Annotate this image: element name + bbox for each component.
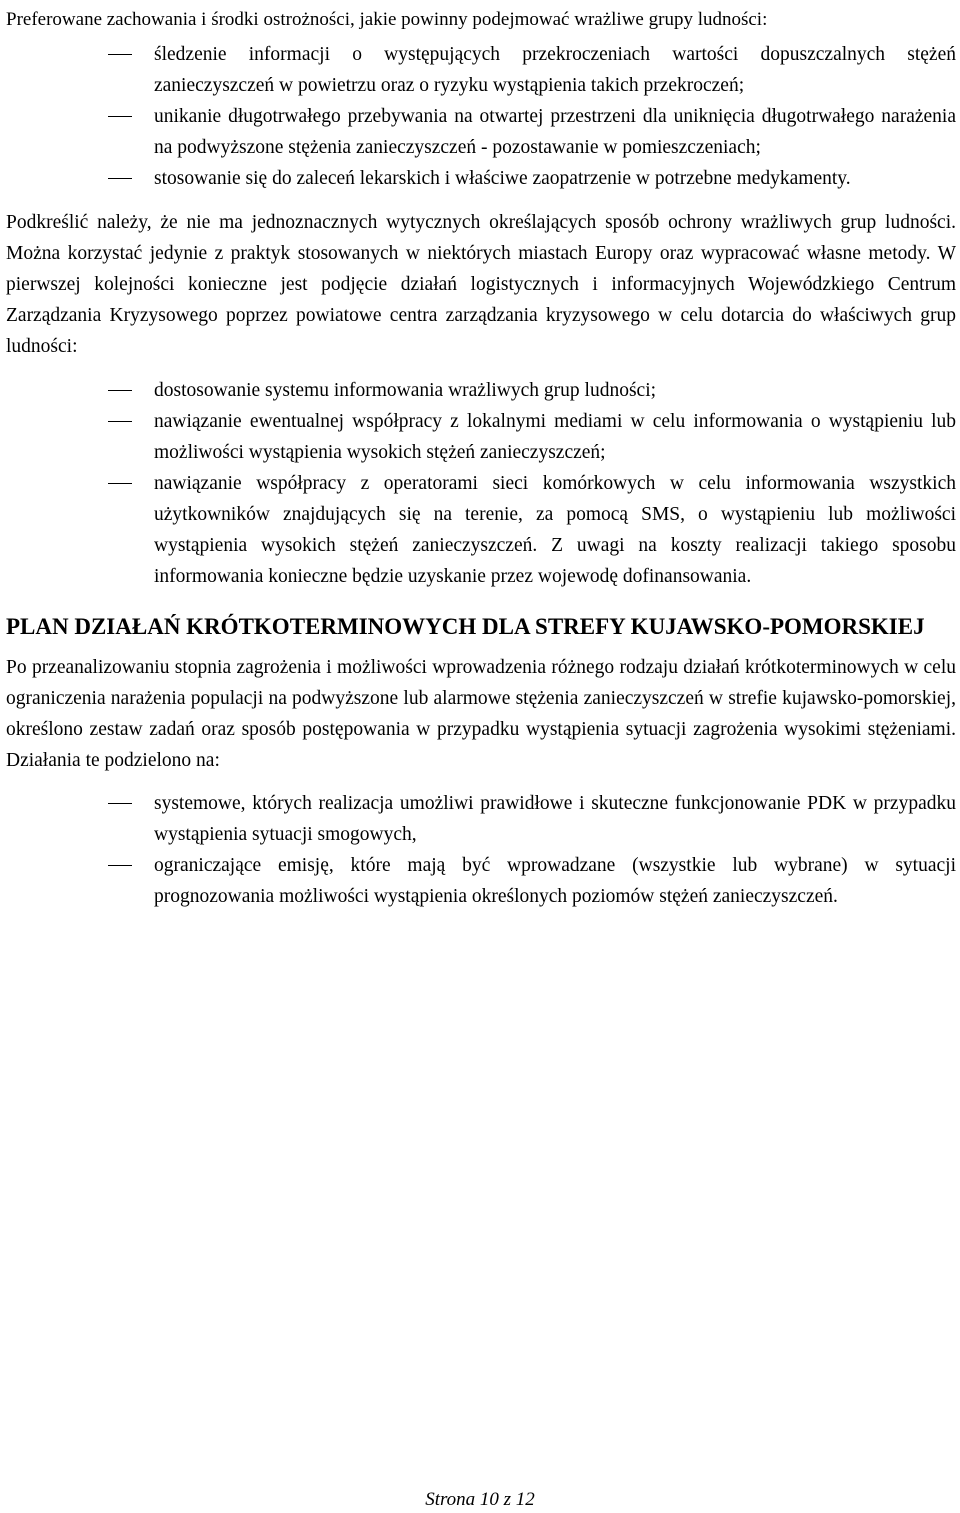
dash-bullet-icon — [108, 116, 132, 117]
list-item — [6, 375, 956, 406]
intro-text: Preferowane zachowania i środki ostrożności, jakie powinny podejmować wrażliwe grupy ludności: — [6, 9, 768, 30]
list-item-text: dostosowanie systemu informowania wrażliwych grup ludności; — [154, 380, 657, 401]
dash-bullet-icon — [108, 483, 132, 484]
dash-bullet-icon — [108, 390, 132, 391]
list-item — [6, 101, 956, 163]
list-item — [6, 468, 956, 592]
actions-list — [6, 375, 956, 592]
action-types-list — [6, 788, 956, 912]
list-item — [6, 39, 956, 101]
document-page — [6, 0, 956, 912]
dash-bullet-icon — [108, 421, 132, 422]
list-item — [6, 163, 956, 194]
body-paragraph: Podkreślić należy, że nie ma jednoznacznych wytycznych określających sposób ochrony wrażliwych grup ludności. Można korzystać jedynie z praktyk stosowanych w niektórych miastach Europy oraz wypracować własne metody. W pierwszej kolejności konieczne jest podjęcie działań logistycznych i informacyjnych Wojewódzkiego Centrum Zarządzania Kryzysowego poprzez powiatowe centra zarządzania kryzysowego w celu dotarcia do właściwych grup ludności: — [6, 212, 956, 357]
list-item-text: stosowanie się do zaleceń lekarskich i właściwe zaopatrzenie w potrzebne medykamenty. — [154, 168, 851, 189]
section-heading: PLAN DZIAŁAŃ KRÓTKOTERMINOWYCH DLA STREFY KUJAWSKO-POMORSKIEJ — [6, 614, 925, 639]
list-item — [6, 850, 956, 912]
list-item-text: systemowe, których realizacja umożliwi prawidłowe i skuteczne funkcjonowanie PDK w przypadku wystąpienia sytuacji smogowych, — [154, 793, 956, 845]
list-item-text: nawiązanie ewentualnej współpracy z lokalnymi mediami w celu informowania o wystąpieniu lub możliwości wystąpienia wysokich stężeń zanieczyszczeń; — [154, 411, 956, 463]
dash-bullet-icon — [108, 54, 132, 55]
page-number-footer: Strona 10 z 12 — [425, 1489, 535, 1510]
dash-bullet-icon — [108, 178, 132, 179]
list-item-text: unikanie długotrwałego przebywania na otwartej przestrzeni dla uniknięcia długotrwałego narażenia na podwyższone stężenia zanieczyszczeń - pozostawanie w pomieszczeniach; — [154, 106, 956, 158]
list-item — [6, 788, 956, 850]
dash-bullet-icon — [108, 865, 132, 866]
list-item — [6, 406, 956, 468]
precautions-list — [6, 39, 956, 194]
body-paragraph: Po przeanalizowaniu stopnia zagrożenia i możliwości wprowadzenia różnego rodzaju działań krótkoterminowych w celu ograniczenia narażenia populacji na podwyższone lub alarmowe stężenia zanieczyszczeń w strefie kujawsko-pomorskiej, określono zestaw zadań oraz sposób postępowania w przypadku wystąpienia sytuacji zagrożenia wysokimi stężeniami. Działania te podzielono na: — [6, 657, 956, 771]
list-item-text: śledzenie informacji o występujących przekroczeniach wartości dopuszczalnych stężeń zanieczyszczeń w powietrzu oraz o ryzyku wystąpienia takich przekroczeń; — [154, 44, 956, 96]
list-item-text: nawiązanie współpracy z operatorami sieci komórkowych w celu informowania wszystkich użytkowników znajdujących się na terenie, za pomocą SMS, o wystąpieniu lub możliwości wystąpienia wysokich stężeń zanieczyszczeń. Z uwagi na koszty realizacji takiego sposobu informowania konieczne będzie uzyskanie przez wojewodę dofinansowania. — [154, 473, 956, 587]
list-item-text: ograniczające emisję, które mają być wprowadzane (wszystkie lub wybrane) w sytuacji prognozowania możliwości wystąpienia określonych poziomów stężeń zanieczyszczeń. — [154, 855, 956, 907]
dash-bullet-icon — [108, 803, 132, 804]
